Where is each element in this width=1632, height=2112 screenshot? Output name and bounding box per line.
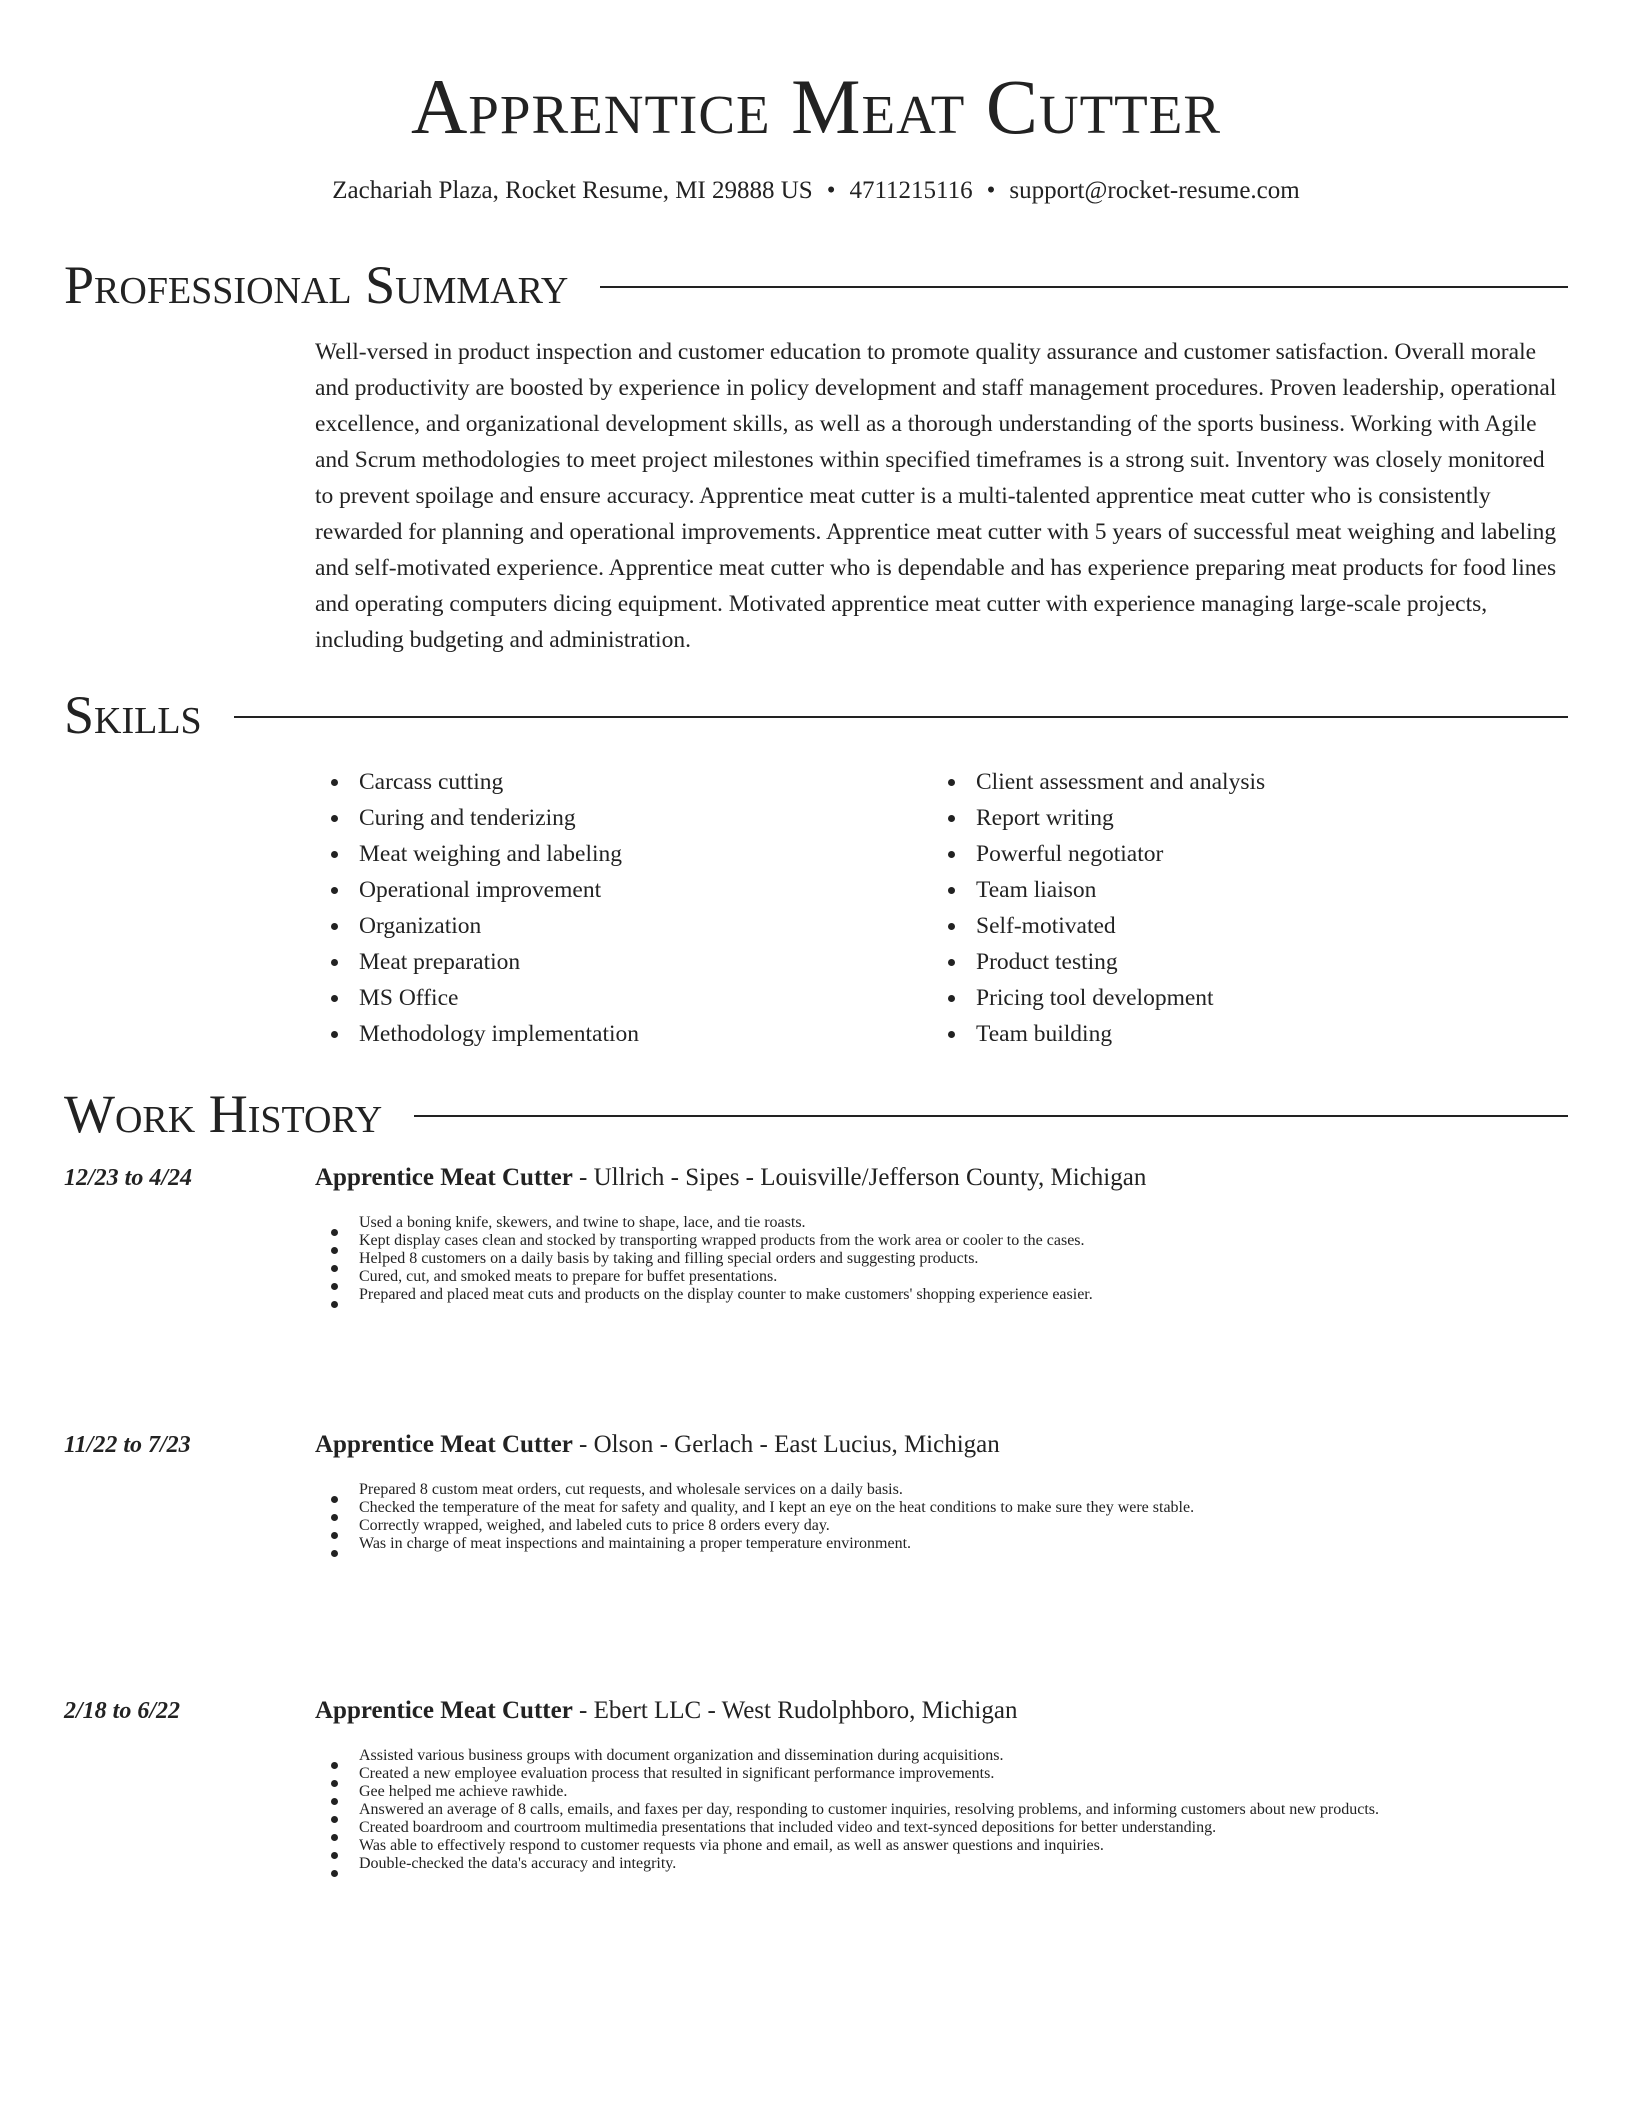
job-bullets <box>315 1481 1568 1553</box>
resume-name: Apprentice Meat Cutter <box>410 63 1222 150</box>
job-title-line <box>315 1693 1568 1729</box>
list-item: Curing and tenderizing <box>315 800 932 836</box>
section-divider <box>414 1115 1568 1117</box>
list-item: Organization <box>315 908 932 944</box>
contact-address: Zachariah Plaza, Rocket Resume, MI 29888 US <box>332 177 813 204</box>
list-item: Client assessment and analysis <box>932 764 1549 800</box>
list-item: Team building <box>932 1016 1549 1052</box>
list-item: Prepared and placed meat cuts and products on the display counter to make customers' shopping experience easier. <box>315 1286 1568 1304</box>
list-item: Meat weighing and labeling <box>315 836 932 872</box>
list-item: Self-motivated <box>932 908 1549 944</box>
list-item: Operational improvement <box>315 872 932 908</box>
section-divider <box>234 716 1568 718</box>
list-item: Powerful negotiator <box>932 836 1549 872</box>
job-employer: - Ullrich - Sipes - Louisville/Jefferson County, Michigan <box>572 1164 1147 1191</box>
list-item: Meat preparation <box>315 944 932 980</box>
work-heading: Work History <box>64 1084 383 1144</box>
list-item: Was in charge of meat inspections and maintaining a proper temperature environment. <box>315 1535 1568 1553</box>
list-item: Carcass cutting <box>315 764 932 800</box>
list-item: Answered an average of 8 calls, emails, and faxes per day, responding to customer inquiries, resolving problems, and informing customers about new products. <box>315 1801 1568 1819</box>
list-item: Product testing <box>932 944 1549 980</box>
job-dates: 12/23 to 4/24 <box>64 1165 193 1191</box>
list-item: Methodology implementation <box>315 1016 932 1052</box>
list-item: MS Office <box>315 980 932 1016</box>
contact-email: support@rocket-resume.com <box>1009 177 1300 204</box>
list-item: Gee helped me achieve rawhide. <box>315 1783 1568 1801</box>
list-item: Correctly wrapped, weighed, and labeled cuts to price 8 orders every day. <box>315 1517 1568 1535</box>
list-item: Checked the temperature of the meat for safety and quality, and I kept an eye on the heat conditions to make sure they were stable. <box>315 1499 1568 1517</box>
list-item: Helped 8 customers on a daily basis by taking and filling special orders and suggesting products. <box>315 1250 1568 1268</box>
summary-text: Well-versed in product inspection and customer education to promote quality assurance and customer satisfaction. Overall morale and productivity are boosted by experience in policy development and staff management procedures. Proven leadership, operational excellence, and organizational development skills, as well as a thorough understanding of the sports business. Working with Agile and Scrum methodologies to meet project milestones within specified timeframes is a strong suit. Inventory was closely monitored to prevent spoilage and ensure accuracy. Apprentice meat cutter is a multi-talented apprentice meat cutter who is consistently rewarded for planning and operational improvements. Apprentice meat cutter with 5 years of successful meat weighing and labeling and self-motivated experience. Apprentice meat cutter who is dependable and has experience preparing meat products for food lines and operating computers dicing equipment. Motivated apprentice meat cutter with experience managing large-scale projects, including budgeting and administration. <box>315 339 1557 653</box>
job-dates: 11/22 to 7/23 <box>64 1432 191 1458</box>
job-bullets <box>315 1747 1568 1873</box>
job-role: Apprentice Meat Cutter <box>315 1697 573 1724</box>
contact-line <box>64 174 1568 208</box>
skills-heading: Skills <box>64 685 202 745</box>
list-item: Used a boning knife, skewers, and twine to shape, lace, and tie roasts. <box>315 1214 1568 1232</box>
list-item: Team liaison <box>932 872 1549 908</box>
job-title-line <box>315 1160 1568 1196</box>
summary-section-header <box>64 252 1568 318</box>
job-bullets <box>315 1214 1568 1304</box>
list-item: Cured, cut, and smoked meats to prepare for buffet presentations. <box>315 1268 1568 1286</box>
list-item: Assisted various business groups with document organization and dissemination during acquisitions. <box>315 1747 1568 1765</box>
section-divider <box>600 286 1568 288</box>
job-role: Apprentice Meat Cutter <box>315 1431 573 1458</box>
skills-list-left <box>315 764 932 1052</box>
list-item: Was able to effectively respond to customer requests via phone and email, as well as answer questions and inquiries. <box>315 1837 1568 1855</box>
list-item: Prepared 8 custom meat orders, cut requests, and wholesale services on a daily basis. <box>315 1481 1568 1499</box>
list-item: Created boardroom and courtroom multimedia presentations that included video and text-synced depositions for better understanding. <box>315 1819 1568 1837</box>
list-item: Created a new employee evaluation process that resulted in significant performance improvements. <box>315 1765 1568 1783</box>
job-dates: 2/18 to 6/22 <box>64 1698 181 1724</box>
job-employer: - Ebert LLC - West Rudolphboro, Michigan <box>572 1697 1018 1724</box>
summary-block <box>315 334 1568 658</box>
job-title-line <box>315 1427 1568 1463</box>
job-role: Apprentice Meat Cutter <box>315 1164 573 1191</box>
contact-separator: • <box>826 177 836 204</box>
work-section-header <box>64 1081 1568 1147</box>
list-item: Double-checked the data's accuracy and integrity. <box>315 1855 1568 1873</box>
skills-section-header <box>64 682 1568 748</box>
contact-phone: 4711215116 <box>849 177 973 204</box>
job-employer: - Olson - Gerlach - East Lucius, Michigan <box>572 1431 1000 1458</box>
contact-separator: • <box>986 177 996 204</box>
list-item: Report writing <box>932 800 1549 836</box>
list-item: Kept display cases clean and stocked by transporting wrapped products from the work area or cooler to the cases. <box>315 1232 1568 1250</box>
summary-heading: Professional Summary <box>64 255 569 315</box>
list-item: Pricing tool development <box>932 980 1549 1016</box>
skills-list-right <box>932 764 1549 1052</box>
skills-block <box>315 764 1568 1052</box>
